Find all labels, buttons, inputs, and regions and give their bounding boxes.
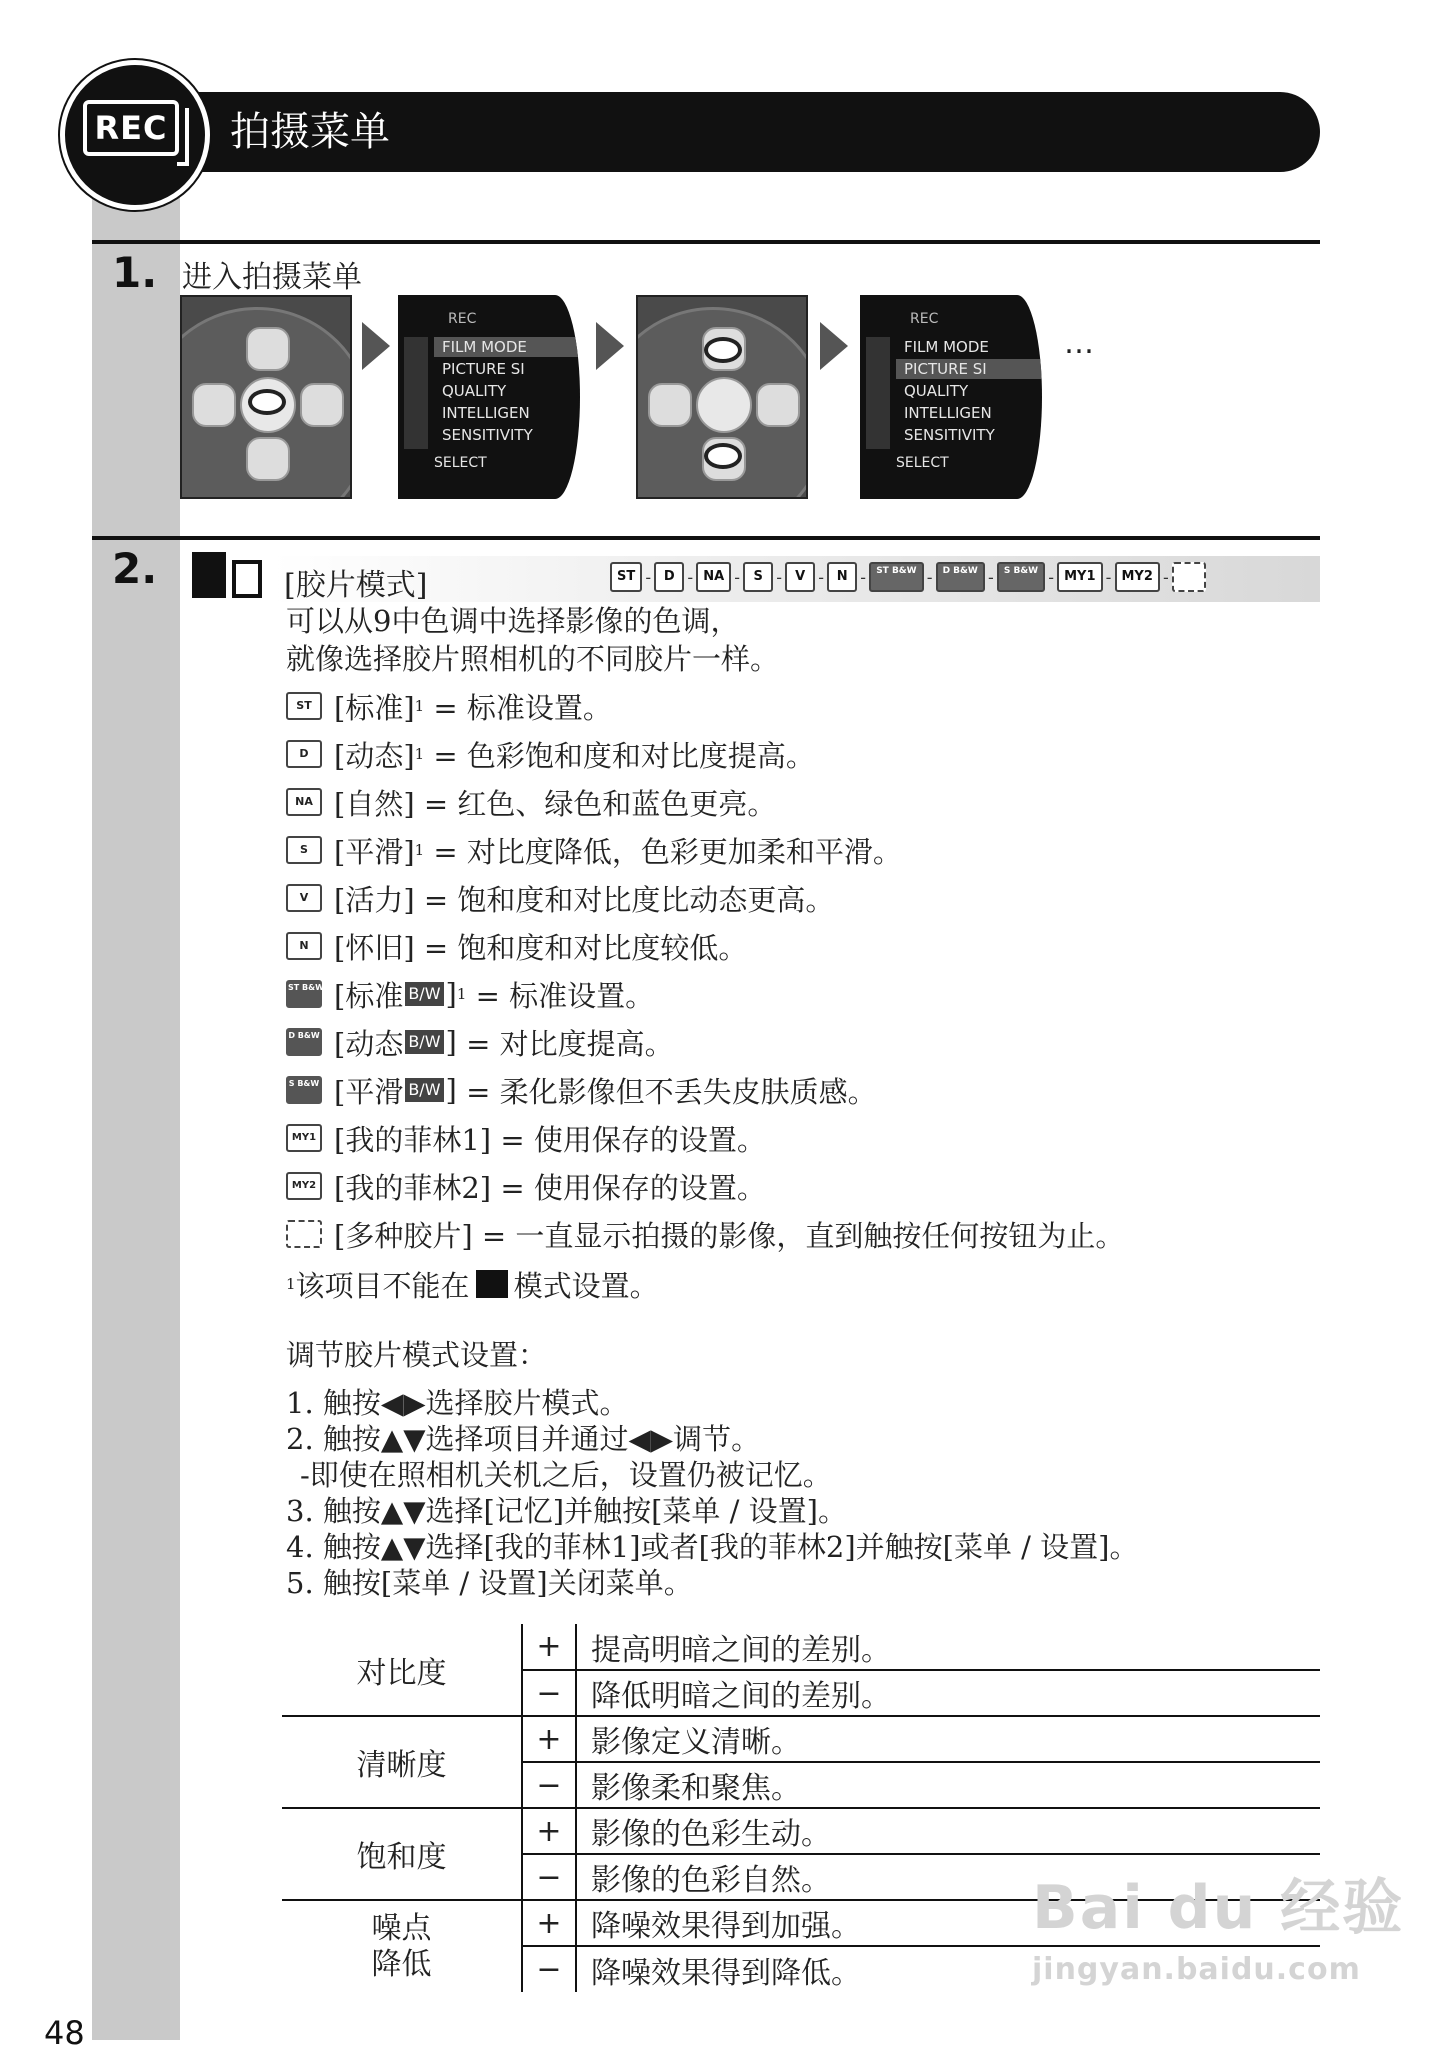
movie-mode-icon: [476, 1270, 508, 1298]
intro-line-1: 可以从9中色调中选择影像的色调，: [286, 604, 740, 638]
mode-strip: ST - D - NA - S - V - N - ST B&W - D B&W - S B&W - MY1 - MY2 -: [610, 562, 1206, 592]
mode-d-icon: D: [654, 562, 684, 592]
page-number: 48: [44, 2014, 85, 2052]
list-item: ST [标准] 1 = 标准设置。: [286, 686, 612, 726]
list-item: D B&W [动态 B/W ] = 对比度提高。: [286, 1022, 674, 1062]
table-cell: 影像定义清晰。: [576, 1716, 1320, 1762]
table-row: [282, 1716, 1320, 1762]
table-category: 清晰度: [282, 1716, 522, 1808]
page-title: 拍摄菜单: [230, 109, 390, 155]
list-item: ST B&W [标准 B/W ] 1 = 标准设置。: [288, 977, 655, 1013]
s-icon: S: [286, 836, 322, 864]
menu-screenshot-1: REC FILM MODE PICTURE SI QUALITY INTELLIGEN SENSITIVITY SELECT: [398, 295, 580, 499]
d-bw-icon: D B&W: [286, 1028, 322, 1056]
s-bw-icon: S B&W: [286, 1076, 322, 1104]
plus-sign: +: [522, 1900, 576, 1946]
step1-rule: [92, 240, 1320, 244]
table-cell: 影像的色彩生动。: [576, 1808, 1320, 1854]
watermark-url: jingyan.baidu.com: [1032, 1952, 1361, 1987]
table-category: 饱和度: [282, 1808, 522, 1900]
list-item: MY1 [我的菲林1] = 使用保存的设置。: [286, 1118, 766, 1158]
mode-my1-icon: MY1: [1057, 562, 1102, 592]
list-item: V [活力] = 饱和度和对比度比动态更高。: [286, 878, 834, 918]
table-cell: 降噪效果得到降低。: [591, 1955, 861, 1991]
table-cell: 降低明暗之间的差别。: [576, 1670, 1320, 1716]
mode-na-icon: NA: [696, 562, 731, 592]
arrow-right-icon: [362, 322, 390, 370]
camera-dial-photo-1: [180, 295, 352, 499]
minus-sign: −: [522, 1946, 576, 1992]
mode-st-icon: ST: [610, 562, 642, 592]
arrow-right-icon: [820, 322, 848, 370]
plus-sign: +: [522, 1716, 576, 1762]
adjust-step: -即使在照相机关机之后，设置仍被记忆。: [300, 1458, 832, 1492]
adjust-step: 3. 触按▲▼选择[记忆]并触按[菜单 / 设置]。: [286, 1494, 847, 1528]
v-icon: V: [286, 884, 322, 912]
multi-film-icon: [286, 1220, 322, 1248]
mode-s-icon: S: [743, 562, 773, 592]
footnote: 1 该项目不能在 模式设置。: [286, 1268, 659, 1303]
table-row: [282, 1624, 1320, 1670]
adjust-step: 2. 触按▲▼选择项目并通过◀▶调节。: [286, 1422, 761, 1456]
mode-n-icon: N: [827, 562, 857, 592]
plus-sign: +: [522, 1808, 576, 1854]
table-cell: 影像的色彩自然。: [576, 1854, 1320, 1900]
minus-sign: −: [522, 1670, 576, 1716]
table-cell: 影像柔和聚焦。: [576, 1762, 1320, 1808]
adjust-step: 1. 触按◀▶选择胶片模式。: [286, 1386, 629, 1420]
highlight-up-icon: [704, 337, 742, 363]
arrow-right-icon: [596, 322, 624, 370]
adjust-step: 5. 触按[菜单 / 设置]关闭菜单。: [286, 1566, 693, 1600]
highlight-center-icon: [248, 389, 286, 415]
n-icon: N: [286, 932, 322, 960]
plus-sign: +: [522, 1624, 576, 1670]
list-item: MY2 [我的菲林2] = 使用保存的设置。: [286, 1166, 766, 1206]
mode-s-bw-icon: S B&W: [997, 562, 1045, 592]
adjust-title: 调节胶片模式设置：: [286, 1338, 548, 1372]
minus-sign: −: [522, 1762, 576, 1808]
table-row: [282, 1808, 1320, 1854]
na-icon: NA: [286, 788, 322, 816]
mode-my2-icon: MY2: [1115, 562, 1160, 592]
step1-number: 1.: [112, 248, 158, 297]
watermark-logo: Bai du 经验: [1032, 1873, 1405, 1943]
minus-sign: −: [522, 1854, 576, 1900]
list-item: S [平滑] 1 = 对比度降低，色彩更加柔和平滑。: [286, 830, 902, 870]
film-mode-icon-secondary: [232, 560, 262, 598]
watermark: [1032, 1860, 1404, 1987]
multi-film-icon: [1172, 562, 1206, 592]
step2-number: 2.: [112, 544, 158, 593]
mode-d-bw-icon: D B&W: [936, 562, 985, 592]
highlight-down-icon: [704, 443, 742, 469]
ellipsis: …: [1064, 326, 1094, 361]
table-category: 对比度: [282, 1624, 522, 1716]
my1-icon: MY1: [286, 1124, 322, 1152]
d-icon: D: [286, 740, 322, 768]
camera-dial-photo-2: [636, 295, 808, 499]
adjust-step: 4. 触按▲▼选择[我的菲林1]或者[我的菲林2]并触按[菜单 / 设置]。: [286, 1530, 1139, 1564]
st-bw-icon: ST B&W: [286, 980, 322, 1008]
step1-title: 进入拍摄菜单: [182, 260, 362, 295]
list-item: [多种胶片] = 一直显示拍摄的影像，直到触按任何按钮为止。: [286, 1214, 1124, 1254]
step2-rule: [92, 536, 1320, 540]
table-cell: 降噪效果得到加强。: [576, 1900, 1320, 1946]
mode-st-bw-icon: ST B&W: [869, 562, 923, 592]
menu-screenshot-2: REC FILM MODE PICTURE SI QUALITY INTELLIGEN SENSITIVITY SELECT: [860, 295, 1042, 499]
my2-icon: MY2: [286, 1172, 322, 1200]
intro-line-2: 就像选择胶片照相机的不同胶片一样。: [286, 642, 780, 676]
list-item: D [动态] 1 = 色彩饱和度和对比度提高。: [286, 734, 815, 774]
film-mode-title: [胶片模式]: [284, 568, 428, 603]
mode-v-icon: V: [785, 562, 815, 592]
left-gray-strip: [92, 100, 180, 2040]
list-item: N [怀旧] = 饱和度和对比度较低。: [286, 926, 747, 966]
list-item: S B&W [平滑 B/W ] = 柔化影像但不丢失皮肤质感。: [286, 1070, 877, 1110]
st-icon: ST: [286, 692, 322, 720]
list-item: NA [自然] = 红色、绿色和蓝色更亮。: [286, 782, 776, 822]
table-category: 噪点 降低: [282, 1900, 522, 1992]
film-mode-icon: [192, 552, 226, 598]
table-cell: 提高明暗之间的差别。: [576, 1624, 1320, 1670]
rec-icon: REC: [83, 100, 179, 156]
